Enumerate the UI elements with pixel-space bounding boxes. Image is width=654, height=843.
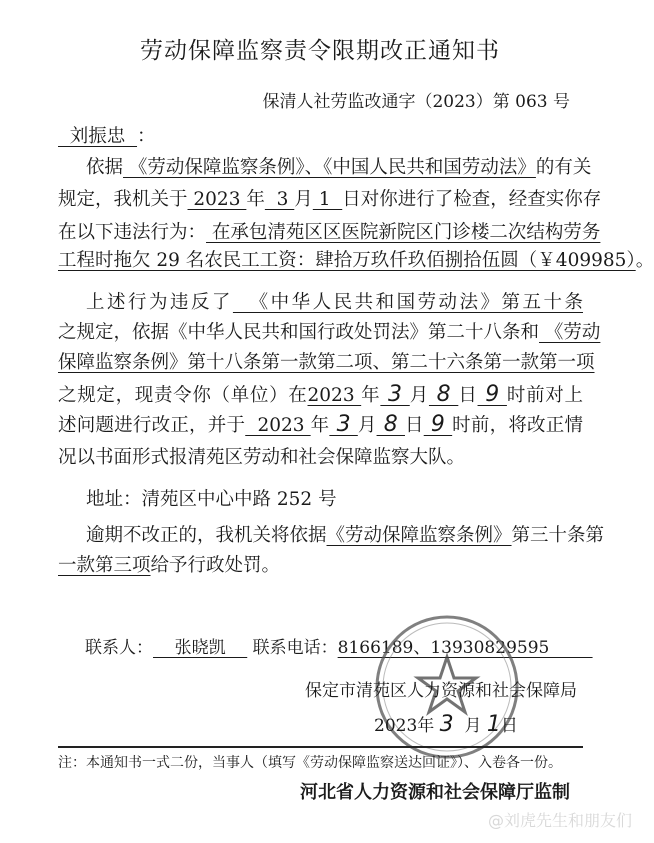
- contact-phone: 8166189、13930829595: [337, 638, 593, 658]
- handwritten-value: 9: [477, 382, 507, 407]
- contact-person-label: 联系人：: [85, 638, 153, 658]
- handwritten-value: 8: [376, 412, 405, 437]
- body-line: [58, 553, 583, 579]
- body-text: 日对你进行了检查，经查实你存: [342, 189, 602, 210]
- document-title: 劳动保障监察责令限期改正通知书: [140, 38, 500, 64]
- body-text: 地址：清苑区中心中路 252 号: [86, 489, 337, 510]
- issuing-organization: 保定市清苑区人力资源和社会保障局: [305, 681, 577, 701]
- body-text: 月: [357, 415, 377, 436]
- filled-field: 工程时拖欠 29 名农民工工资：肆拾万玖仟玖佰捌拾伍圆（￥409985）: [58, 250, 636, 271]
- handwritten-value: 9: [423, 412, 453, 437]
- body-text: 依据: [86, 157, 124, 178]
- body-text: 第三十条第: [511, 525, 605, 546]
- body-line: [58, 187, 602, 213]
- filled-field: 《劳动保障监察条例》、《中国人民共和国劳动法》: [123, 157, 536, 178]
- body-line: [58, 382, 583, 408]
- sign-year: 2023: [374, 716, 418, 736]
- handwritten-value: 3: [380, 382, 410, 407]
- contact-person: 张晓凯: [153, 638, 248, 658]
- month-label: 月: [464, 716, 482, 736]
- body-text: 月: [294, 189, 313, 210]
- year-label: 年: [417, 716, 435, 736]
- body-text: 上述行为违反了: [86, 292, 233, 313]
- filled-field: 保障监察条例》第十八条第一款第二项、第二十六条第一款第一项: [58, 352, 595, 373]
- body-text: 。: [635, 250, 654, 271]
- body-line: [58, 320, 601, 346]
- filled-field: 刘振忠: [58, 126, 138, 147]
- handwritten-value: 8: [428, 382, 459, 407]
- filled-field: 2023: [307, 385, 362, 406]
- body-text: 述问题进行改正，并于: [58, 415, 246, 436]
- body-line: [58, 220, 601, 246]
- body-text: 逾期不改正的，我机关将依据: [86, 525, 327, 546]
- document-number: 保清人社劳监改通字（2023）第 063 号: [262, 92, 570, 112]
- body-text: 况以书面形式报清苑区劳动和社会保障监察大队。: [58, 447, 466, 468]
- body-text: 给予行政处罚。: [150, 555, 281, 576]
- filled-field: 2023: [187, 189, 247, 210]
- handwritten-value: 3: [329, 412, 358, 437]
- sign-month: 3: [439, 712, 454, 737]
- body-text: 时前对上: [506, 385, 583, 406]
- filled-field: 3: [264, 189, 295, 210]
- body-line: [58, 124, 583, 150]
- filled-field: 1: [312, 189, 343, 210]
- body-text: 日: [458, 385, 478, 406]
- filled-field: 《劳动保障监察条例》: [326, 525, 512, 546]
- body-text: 在以下违法行为：: [58, 222, 207, 243]
- body-text: 之规定，现责令你（单位）在: [58, 385, 308, 406]
- footnote: 注：本通知书一式二份，当事人（填写《劳动保障监察送达回证》）、入卷各一份。: [58, 755, 562, 771]
- body-line: [58, 412, 583, 438]
- body-text: 年: [246, 189, 265, 210]
- watermark: @刘虎先生和朋友们: [487, 811, 632, 830]
- body-text: 年: [361, 385, 381, 406]
- body-text: ：: [137, 126, 156, 147]
- body-line: [58, 350, 595, 376]
- body-line: [58, 248, 654, 274]
- body-text: 日: [404, 415, 424, 436]
- filled-field: 2023: [245, 415, 311, 436]
- filled-field: 一款第三项: [58, 555, 151, 576]
- body-line: [86, 487, 583, 513]
- body-text: 年: [310, 415, 330, 436]
- day-label: 日: [500, 716, 518, 736]
- body-text: 月: [409, 385, 429, 406]
- supervisor-footer: 河北省人力资源和社会保障厅监制: [300, 782, 570, 803]
- signature-date: [374, 711, 518, 737]
- filled-field: 《劳动: [539, 322, 601, 343]
- body-text: 的有关: [535, 157, 592, 178]
- body-text: 时前，将改正情: [452, 415, 583, 436]
- divider: [58, 746, 583, 748]
- filled-field: 在承包清苑区区医院新院区门诊楼二次结构劳务: [206, 222, 601, 243]
- body-line: [86, 290, 583, 316]
- sign-day: 1: [486, 712, 501, 737]
- contact-phone-label: 联系电话：: [252, 638, 338, 658]
- body-line: [58, 445, 583, 471]
- filled-field: 《中华人民共和国劳动法》第五十条: [232, 292, 583, 313]
- body-text: 之规定，依据《中华人民共和国行政处罚法》第二十八条和: [58, 322, 540, 343]
- body-line: [86, 523, 605, 549]
- body-line: [86, 155, 592, 181]
- body-text: 规定，我机关于: [58, 189, 188, 210]
